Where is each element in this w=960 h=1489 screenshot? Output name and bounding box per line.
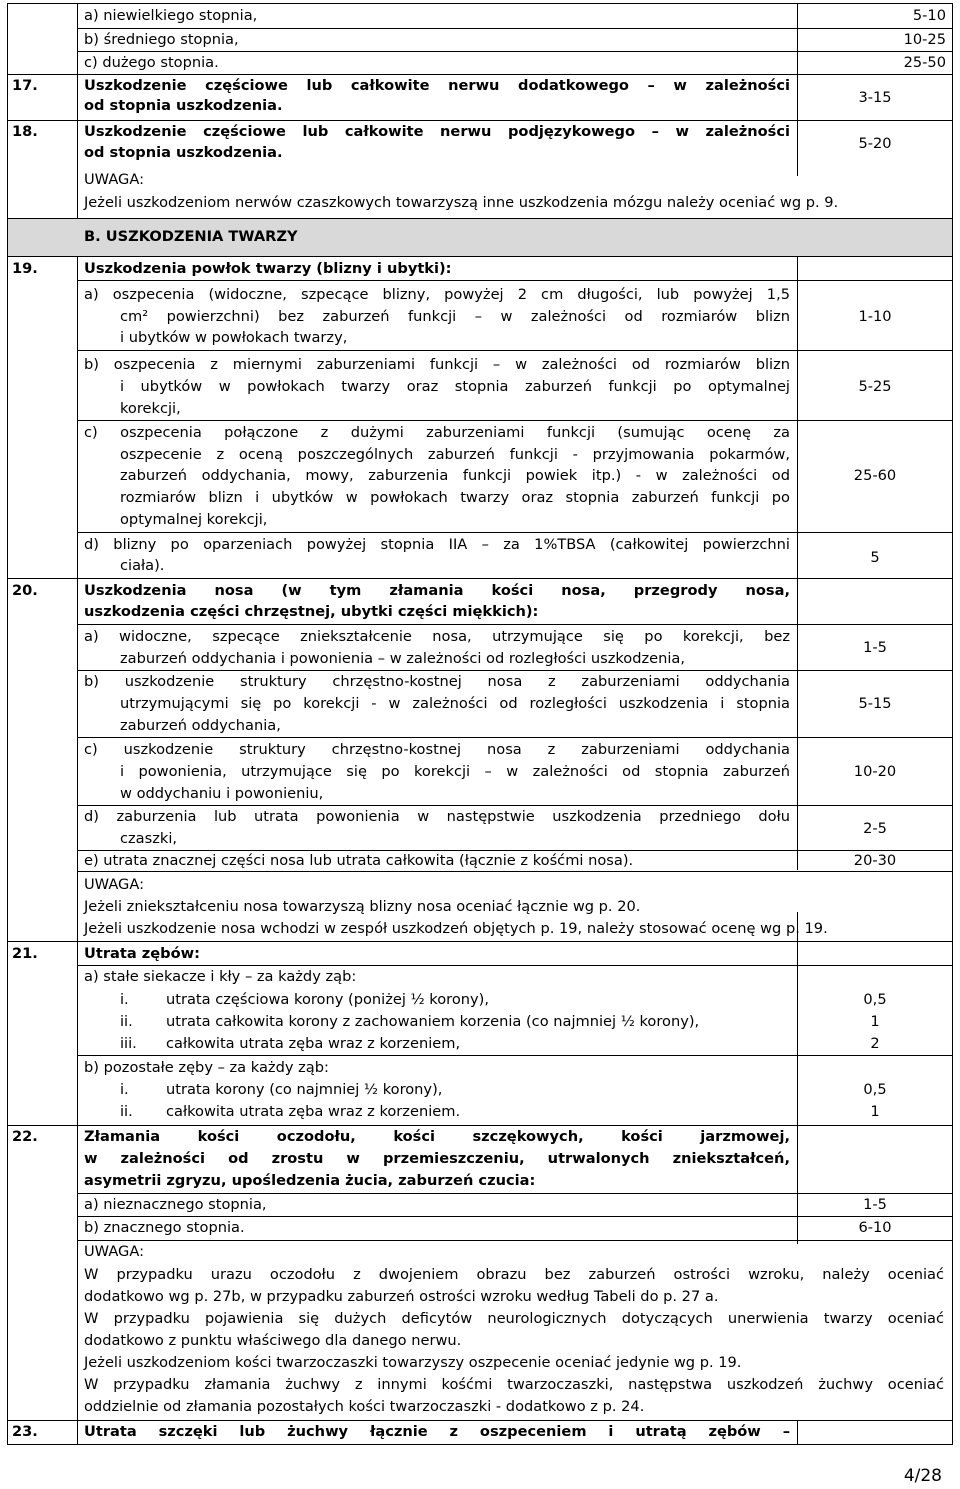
row-21a-iii-text: całkowita utrata zęba wraz z korzeniem, xyxy=(166,1035,461,1052)
row-22-number: 22. xyxy=(12,1128,38,1145)
row-16a-score: 5-10 xyxy=(912,7,946,24)
row-20d-line2: czaszki, xyxy=(120,830,178,847)
row-21a-ii-num: ii. xyxy=(120,1013,133,1030)
row-20d-line1: d) zaburzenia lub utrata powonienia w następstwie uszkodzenia przedniego dołu xyxy=(84,808,790,825)
row-21-title: Utrata zębów: xyxy=(84,945,200,962)
row-19c-line3: zaburzeń oddychania, mowy, zaburzenia funkcji powiek itp.) - w zależności od xyxy=(120,467,790,484)
row-22a-score: 1-5 xyxy=(863,1196,887,1213)
row-22-note3: W przypadku pojawienia się dużych deficytów neurologicznych dotyczących unerwienia twarzy oceniać xyxy=(84,1310,944,1327)
row-20a-score: 1-5 xyxy=(863,639,887,656)
row-20-number: 20. xyxy=(12,582,38,599)
row-21a-i-score: 0,5 xyxy=(863,991,887,1008)
row-23-number: 23. xyxy=(12,1423,38,1440)
row-19b-line3: korekcji, xyxy=(120,400,181,417)
row-19-number: 19. xyxy=(12,260,38,277)
row-19d-line1: d) blizny po oparzeniach powyżej stopnia IIA – za 1%TBSA (całkowitej powierzchni xyxy=(84,536,790,553)
row-19c-line1: c) oszpecenia połączone z dużymi zaburzeniami funkcji (sumując ocenę za xyxy=(84,424,790,441)
row-21b-i-score: 0,5 xyxy=(863,1081,887,1098)
row-21a-iii-score: 2 xyxy=(870,1035,880,1052)
row-22-note6: W przypadku złamania żuchwy z innymi kośćmi twarzoczaszki, następstwa uszkodzeń żuchwy oceniać xyxy=(84,1376,944,1393)
row-20b-line3: zaburzeń oddychania, xyxy=(120,717,281,734)
row-20a-line2: zaburzeń oddychania i powonienia – w zależności od rozległości uszkodzenia, xyxy=(120,650,686,667)
row-19-title: Uszkodzenia powłok twarzy (blizny i ubytki): xyxy=(84,260,452,277)
row-21b-ii-text: całkowita utrata zęba wraz z korzeniem. xyxy=(166,1103,461,1120)
row-21a-i-num: i. xyxy=(120,991,129,1008)
row-20-title-line1: Uszkodzenia nosa (w tym złamania kości nosa, przegrody nosa, xyxy=(84,582,790,599)
row-21b-i-num: i. xyxy=(120,1081,129,1098)
row-19a-score: 1-10 xyxy=(858,308,892,325)
row-19b-line2: i ubytków w powłokach twarzy oraz stopnia zaburzeń funkcji po optymalnej xyxy=(120,378,790,395)
row-20c-line1: c) uszkodzenie struktury chrzęstno-kostnej nosa z zaburzeniami oddychania xyxy=(84,741,790,758)
row-22b-score: 6-10 xyxy=(858,1219,892,1236)
row-16c-score: 25-50 xyxy=(903,54,946,71)
row-22-title-line3: asymetrii zgryzu, upośledzenia żucia, zaburzeń czucia: xyxy=(84,1172,536,1189)
row-20d-score: 2-5 xyxy=(863,820,887,837)
row-20a-line1: a) widoczne, szpecące zniekształcenie nosa, utrzymujące się po korekcji, bez xyxy=(84,628,790,645)
row-20b-line1: b) uszkodzenie struktury chrzęstno-kostnej nosa z zaburzeniami oddychania xyxy=(84,673,790,690)
row-20c-line2: i powonienia, utrzymujące się po korekcji – w zależności od stopnia zaburzeń xyxy=(120,763,790,780)
row-18-number: 18. xyxy=(12,123,38,140)
row-19c-line2: oszpecenie z oceną poszczególnych zaburzeń funkcji - przyjmowania pokarmów, xyxy=(120,446,790,463)
row-21a-i-text: utrata częściowa korony (poniżej ½ korony), xyxy=(166,991,489,1008)
row-21a-iii-num: iii. xyxy=(120,1035,137,1052)
row-21a-ii-score: 1 xyxy=(870,1013,880,1030)
row-19a-line1: a) oszpecenia (widoczne, szpecące blizny, powyżej 2 cm długości, lub powyżej 1,5 xyxy=(84,286,790,303)
row-21b-ii-score: 1 xyxy=(870,1103,880,1120)
row-19d-score: 5 xyxy=(870,549,880,566)
section-b-heading: B. USZKODZENIA TWARZY xyxy=(84,228,298,245)
row-16a-text: a) niewielkiego stopnia, xyxy=(84,7,258,24)
row-17-number: 17. xyxy=(12,77,38,94)
row-20-note1: Jeżeli zniekształceniu nosa towarzyszą blizny nosa oceniać łącznie wg p. 20. xyxy=(84,898,641,915)
row-19b-score: 5-25 xyxy=(858,378,892,395)
row-17-line2: od stopnia uszkodzenia. xyxy=(84,97,283,114)
row-22a-text: a) nieznacznego stopnia, xyxy=(84,1196,267,1213)
row-21b-ii-num: ii. xyxy=(120,1103,133,1120)
row-19a-line3: i ubytków w powłokach twarzy, xyxy=(120,329,348,346)
row-17-line1: Uszkodzenie częściowe lub całkowite nerwu dodatkowego – w zależności xyxy=(84,77,790,94)
row-19a-line2: cm² powierzchni) bez zaburzeń funkcji – w zależności od rozmiarów blizn xyxy=(120,308,790,325)
row-18-uwaga: UWAGA: xyxy=(84,171,144,188)
row-17-score: 3-15 xyxy=(858,89,892,106)
row-19c-line4: rozmiarów blizn i ubytków w powłokach twarzy oraz stopnia zaburzeń funkcji po xyxy=(120,489,790,506)
row-23-title: Utrata szczęki lub żuchwy łącznie z oszpeceniem i utratą zębów – xyxy=(84,1423,790,1440)
row-20-note2: Jeżeli uszkodzenie nosa wchodzi w zespół uszkodzeń objętych p. 19, należy stosować ocenę wg p. 19. xyxy=(84,920,828,937)
row-22-note4: dodatkowo z punktu właściwego dla danego nerwu. xyxy=(84,1332,462,1349)
row-16b-score: 10-25 xyxy=(903,31,946,48)
row-22-note1: W przypadku urazu oczodołu z dwojeniem obrazu bez zaburzeń ostrości wzroku, należy oceniać xyxy=(84,1266,944,1283)
row-20-uwaga: UWAGA: xyxy=(84,876,144,893)
row-20-title-line2: uszkodzenia części chrzęstnej, ubytki części miękkich): xyxy=(84,603,539,620)
row-22-note5: Jeżeli uszkodzeniom kości twarzoczaszki towarzyszy oszpecenie oceniać jedynie wg p. 19. xyxy=(84,1354,742,1371)
row-21b-i-text: utrata korony (co najmniej ½ korony), xyxy=(166,1081,443,1098)
row-16c-text: c) dużego stopnia. xyxy=(84,54,219,71)
row-21a-ii-text: utrata całkowita korony z zachowaniem korzenia (co najmniej ½ korony), xyxy=(166,1013,700,1030)
row-18-note: Jeżeli uszkodzeniom nerwów czaszkowych towarzyszą inne uszkodzenia mózgu należy oceniać wg p. 9. xyxy=(84,194,839,211)
row-20b-line2: utrzymującymi się po korekcji - w zależności od rozległości uszkodzenia i stopnia xyxy=(120,695,790,712)
row-22-note7: oddzielnie od złamania pozostałych kości twarzoczaszki - dodatkowo z p. 24. xyxy=(84,1398,645,1415)
row-16b-text: b) średniego stopnia, xyxy=(84,31,239,48)
row-19c-line5: optymalnej korekcji, xyxy=(120,511,268,528)
row-20c-line3: w oddychaniu i powonieniu, xyxy=(120,785,324,802)
row-22-title-line1: Złamania kości oczodołu, kości szczękowych, kości jarzmowej, xyxy=(84,1128,790,1145)
row-18-line2: od stopnia uszkodzenia. xyxy=(84,144,283,161)
row-22-title-line2: w zależności od zrostu w przemieszczeniu, utrwalonych zniekształceń, xyxy=(84,1150,790,1167)
row-19c-score: 25-60 xyxy=(853,467,897,484)
row-21b-heading: b) pozostałe zęby – za każdy ząb: xyxy=(84,1059,329,1076)
row-18-score: 5-20 xyxy=(858,135,892,152)
row-21-number: 21. xyxy=(12,945,38,962)
row-22-note2: dodatkowo wg p. 27b, w przypadku zaburzeń ostrości wzroku według Tabeli do p. 27 a. xyxy=(84,1288,719,1305)
row-19b-line1: b) oszpecenia z miernymi zaburzeniami funkcji – w zależności od rozmiarów blizn xyxy=(84,356,790,373)
page-number: 4/28 xyxy=(903,1466,942,1486)
row-21a-heading: a) stałe siekacze i kły – za każdy ząb: xyxy=(84,968,357,985)
row-20e-score: 20-30 xyxy=(853,852,897,869)
row-22-uwaga: UWAGA: xyxy=(84,1243,144,1260)
row-20c-score: 10-20 xyxy=(853,763,897,780)
row-20e-text: e) utrata znacznej części nosa lub utrata całkowita (łącznie z kośćmi nosa). xyxy=(84,852,634,869)
row-22b-text: b) znacznego stopnia. xyxy=(84,1219,245,1236)
row-18-line1: Uszkodzenie częściowe lub całkowite nerwu podjęzykowego – w zależności xyxy=(84,123,790,140)
row-19d-line2: ciała). xyxy=(120,557,165,574)
row-20b-score: 5-15 xyxy=(858,695,892,712)
